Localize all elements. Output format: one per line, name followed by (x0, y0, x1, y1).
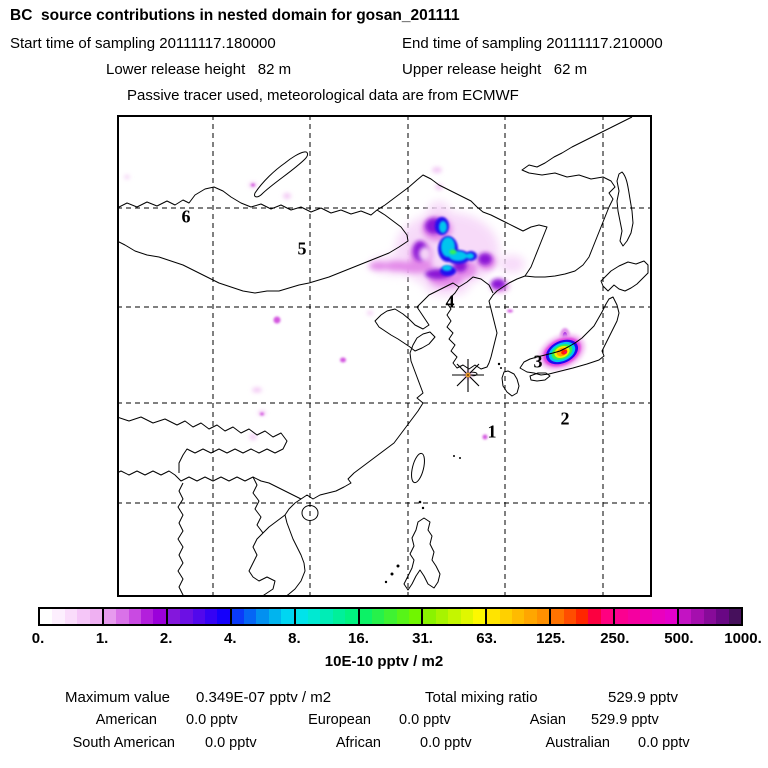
contribution-value-australian: 0.0 pptv (638, 735, 690, 751)
receptor-star-icon (452, 359, 484, 392)
region-label-5: 5 (297, 238, 307, 259)
contribution-value-asian: 529.9 pptv (591, 712, 659, 728)
small-islands (385, 363, 502, 583)
colorbar-segment-1. (104, 609, 168, 624)
colorbar-segment-4. (232, 609, 296, 624)
contributions-table (30, 712, 750, 758)
start-time-text: Start time of sampling 20111117.180000 (10, 35, 276, 52)
colorbar-tick-label: 16. (348, 630, 369, 647)
tracer-note-text: Passive tracer used, meteorological data are from ECMWF (127, 87, 519, 104)
contribution-label-asian: Asian (529, 712, 566, 728)
colorbar-segment-31. (423, 609, 487, 624)
colorbar-ticks (0, 630, 768, 648)
border-china-south (117, 471, 301, 499)
contribution-value-south-american: 0.0 pptv (205, 735, 257, 751)
island-sakhalin (617, 172, 633, 246)
colorbar-tick-label: 63. (476, 630, 498, 647)
colorbar-tick-label: 31. (412, 630, 433, 647)
colorbar-tick-label: 1000. (724, 630, 762, 647)
island-hokkaido (601, 261, 648, 291)
page-title: BC source contributions in nested domain for gosan_201111 (10, 7, 460, 24)
colorbar-segment-0. (40, 609, 104, 624)
colorbar-segment-63. (487, 609, 551, 624)
colorbar-segment-250. (615, 609, 679, 624)
island-kyushu (502, 371, 519, 396)
lake-baikal (255, 152, 308, 197)
end-time-text: End time of sampling 20111117.210000 (402, 35, 663, 52)
region-label-6: 6 (181, 206, 191, 227)
contribution-label-american: American (95, 712, 157, 728)
total-mixing-ratio-value: 529.9 pptv (608, 689, 679, 706)
contribution-value-european: 0.0 pptv (399, 712, 451, 728)
contribution-label-european: European (308, 712, 371, 728)
island-taiwan (409, 452, 427, 484)
contribution-value-african: 0.0 pptv (420, 735, 472, 751)
colorbar-segment-8. (296, 609, 360, 624)
contribution-value-american: 0.0 pptv (186, 712, 238, 728)
colorbar-tick-label: 125. (536, 630, 566, 647)
map-panel (117, 115, 652, 597)
colorbar-tick-label: 500. (664, 630, 694, 647)
stats-max-line (30, 689, 738, 707)
total-mixing-ratio-label: Total mixing ratio (425, 689, 538, 706)
colorbar-tick-label: 250. (600, 630, 630, 647)
contribution-label-african: African (335, 735, 381, 751)
contribution-label-south-american: South American (72, 735, 175, 751)
colorbar-tick-label: 4. (224, 630, 237, 647)
border-myanmar-thai (178, 483, 183, 597)
colorbar-tick-label: 8. (288, 630, 301, 647)
border-laos-north (253, 477, 263, 533)
colorbar-tick-label: 0. (31, 630, 45, 647)
colorbar-unit-label: 10E-10 pptv / m2 (324, 653, 444, 670)
map-canvas (117, 115, 652, 597)
colorbar-segment-125. (551, 609, 615, 624)
lower-release-text: Lower release height 82 m (106, 61, 292, 78)
max-value: 0.349E-07 pptv / m2 (196, 689, 332, 706)
colorbar-segment-2. (168, 609, 232, 624)
colorbar-tick-label: 2. (159, 630, 173, 647)
region-label-1: 1 (487, 421, 497, 442)
border-mongolia (117, 210, 408, 293)
contribution-label-australian: Australian (545, 735, 610, 751)
colorbar-segment-16. (360, 609, 424, 624)
region-label-3: 3 (533, 351, 543, 372)
border-himalaya (117, 417, 287, 473)
upper-release-text: Upper release height 62 m (402, 61, 588, 78)
colorbar-tick-label: 1. (95, 630, 109, 647)
region-label-2: 2 (560, 408, 570, 429)
colorbar-segment-500. (679, 609, 741, 624)
max-value-label: Maximum value (65, 689, 171, 706)
border-indochina (249, 515, 285, 597)
colorbar (38, 607, 743, 626)
region-label-4: 4 (445, 291, 455, 312)
island-luzon (404, 518, 440, 590)
